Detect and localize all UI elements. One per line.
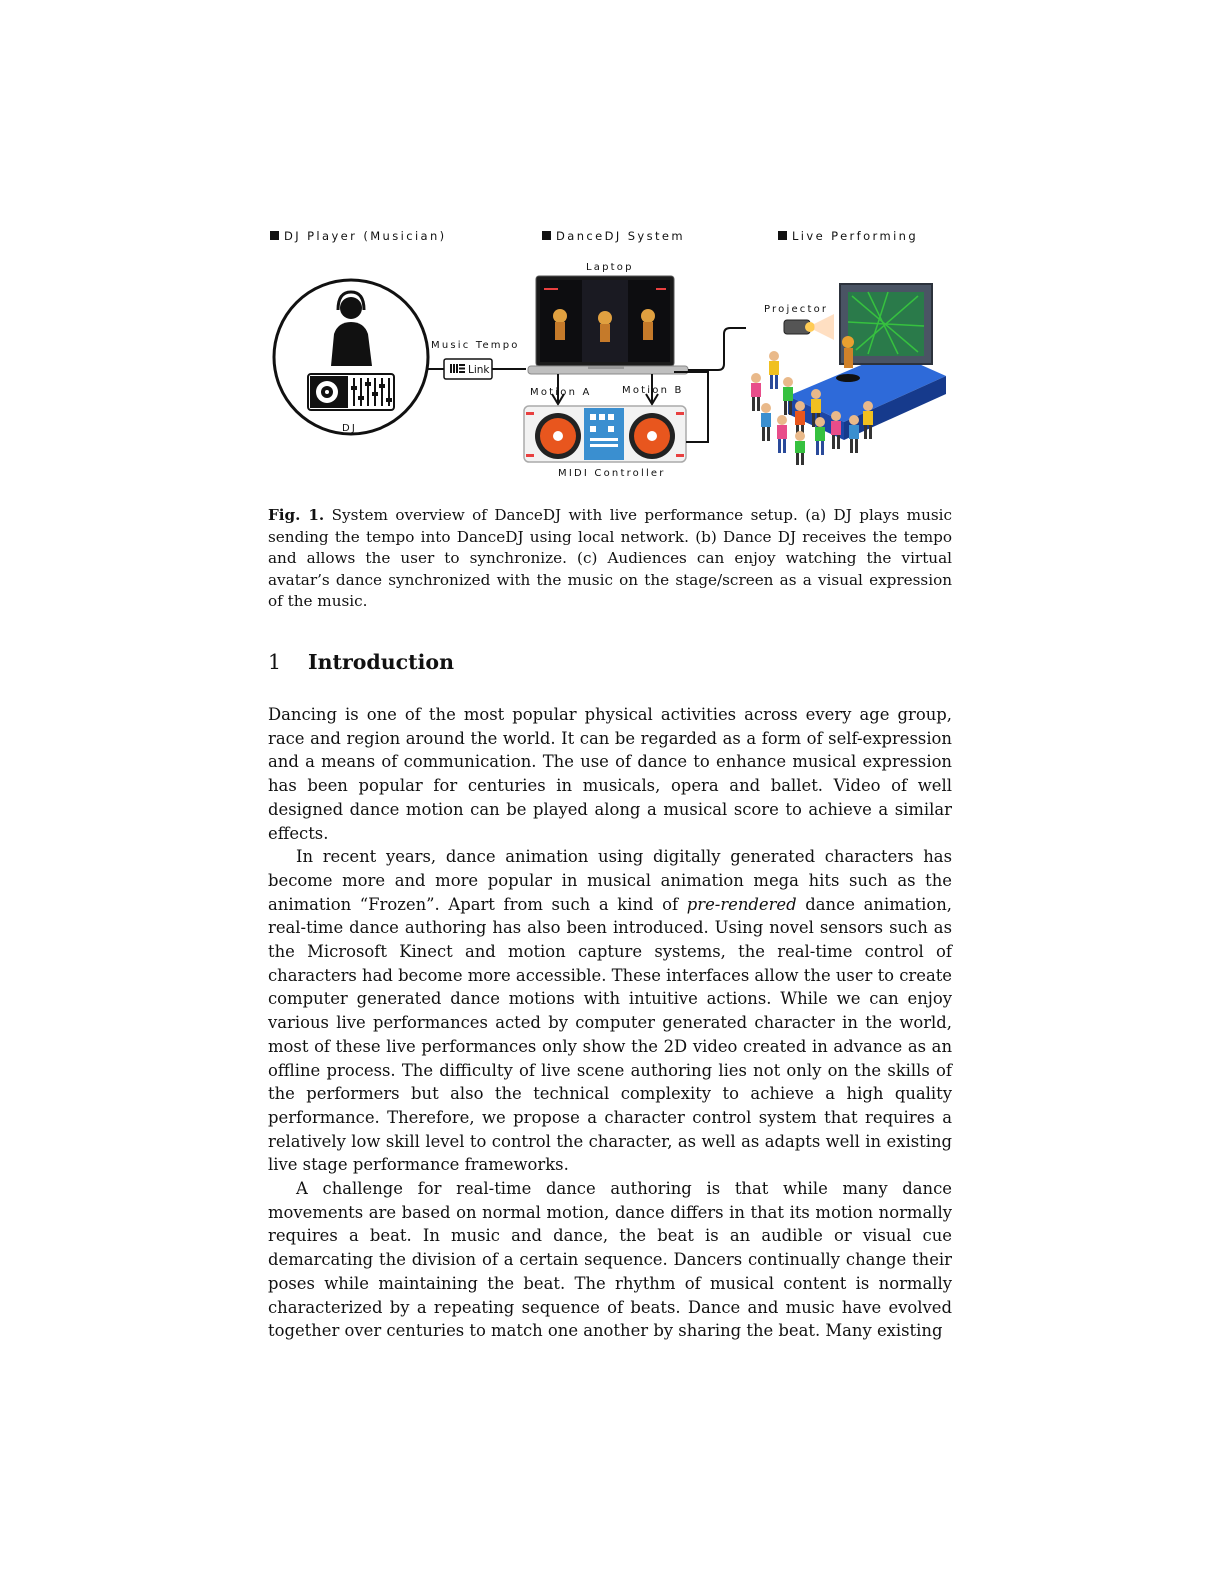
projector-cable (688, 328, 746, 370)
section-number: 1 (268, 650, 282, 674)
body-text (268, 703, 952, 1343)
laptop-label: Laptop (586, 262, 634, 273)
section-marker-square (778, 231, 787, 240)
section-label-dj-player: DJ Player (Musician) (284, 229, 447, 243)
motion-a-label: Motion A (530, 387, 592, 398)
figure-diagram (268, 226, 952, 482)
section-label-dancedj-system: DanceDJ System (556, 229, 685, 243)
projector-icon (784, 314, 834, 340)
midi-controller-label: MIDI Controller (558, 468, 666, 479)
projector-label: Projector (764, 304, 829, 315)
section-heading (268, 650, 952, 674)
paragraph-2-part-1: In recent years, dance animation using digitally generated characters has become more and more popular in musical animation mega hits such as the animation “Frozen”. Apart from such a kind of (268, 847, 952, 914)
dj-illustration (274, 280, 428, 434)
midi-controller-illustration (524, 406, 686, 462)
paragraph-2 (268, 845, 952, 1177)
section-marker-square (542, 231, 551, 240)
figure-caption (268, 505, 952, 613)
laptop-illustration (528, 276, 688, 374)
motion-b-label: Motion B (622, 385, 684, 396)
system-overview-figure (268, 226, 952, 482)
link-label: Link (468, 364, 490, 376)
paragraph-1: Dancing is one of the most popular physical activities across every age group, race and region around the world. It can be regarded as a form of self-expression and a means of communication. The use of dance to enhance musical expression has been popular for centuries in musicals, opera and ballet. Video of well designed dance motion can be played along a musical score to achieve a similar effects. (268, 705, 952, 843)
section-title: Introduction (308, 650, 454, 674)
music-tempo-label: Music Tempo (431, 340, 520, 351)
dj-label: DJ (342, 423, 358, 434)
caption-text: System overview of DanceDJ with live performance setup. (a) DJ plays music sending the tempo into DanceDJ using local network. (b) Dance DJ receives the tempo and allows the user to synchronize. (c) Audiences can enjoy watching the virtual avatar’s dance synchronized with the music on the stage/screen as a visual expression of the music. (268, 506, 953, 611)
section-label-live-performing: Live Performing (792, 229, 919, 243)
paragraph-3: A challenge for real-time dance authoring is that while many dance movements are based on normal motion, dance differs in that its motion normally requires a beat. In music and dance, the beat is an audible or visual cue demarcating the division of a certain sequence. Dancers continually change their poses while maintaining the beat. The rhythm of musical content is normally characterized by a repeating sequence of beats. Dance and music have evolved together over centuries to match one another by sharing the beat. Many existing (268, 1179, 952, 1341)
paragraph-2-part-2: dance animation, real-time dance authoring has also been introduced. Using novel sensors such as the Microsoft Kinect and motion capture systems, the real-time control of characters had become more accessible. These interfaces allow the user to create computer generated dance motions with intuitive actions. While we can enjoy various live performances acted by computer generated character in the world, most of these live performances only show the 2D video created in advance as an offline process. The difficulty of live scene authoring lies not only on the skills of the performers but also the technical complexity to achieve a high quality performance. Therefore, we propose a character control system that requires a relatively low skill level to control the character, as well as adapts well in existing live stage performance frameworks. (268, 894, 953, 1175)
caption-label: Fig. 1. (268, 506, 325, 524)
paragraph-2-emphasis: pre-rendered (686, 894, 797, 914)
section-marker-square (270, 231, 279, 240)
